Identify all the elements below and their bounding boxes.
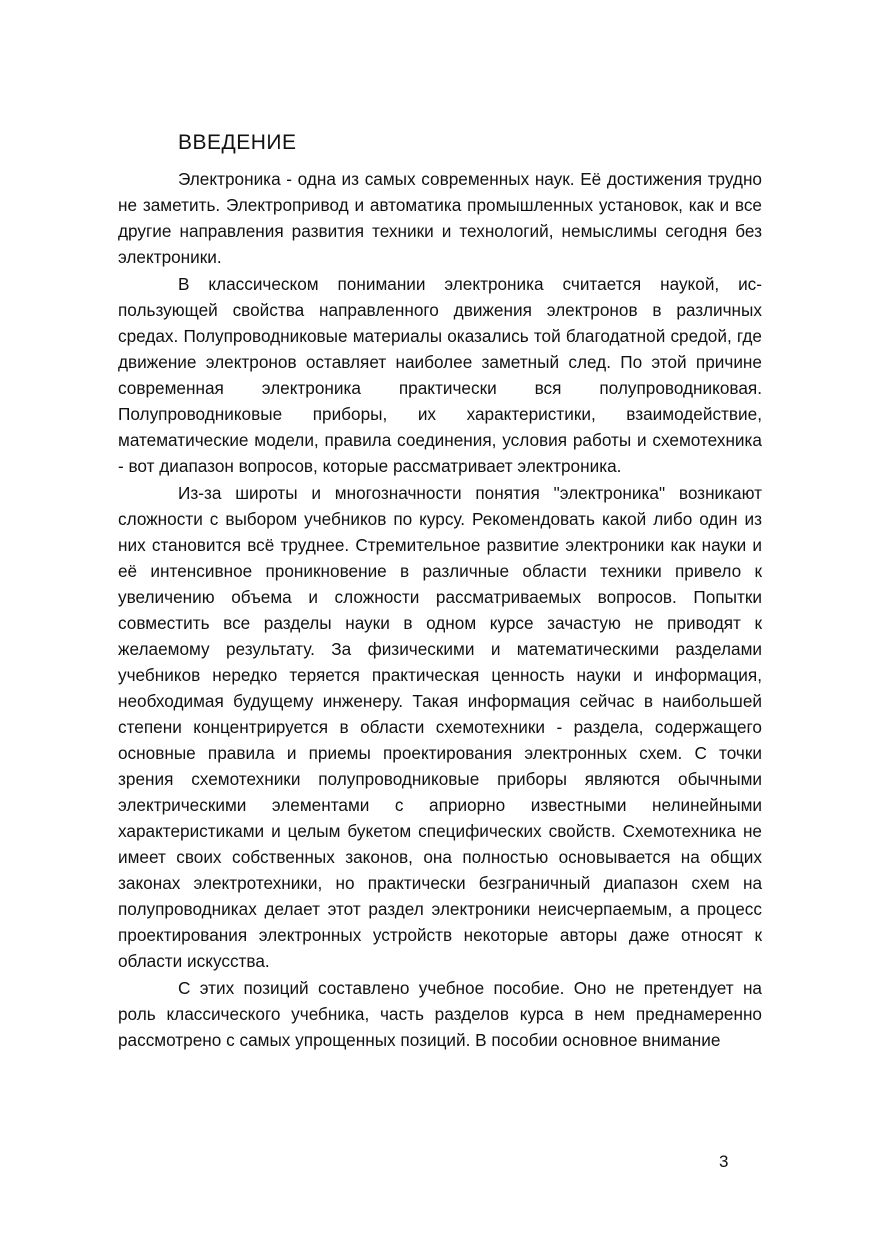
paragraph-3: Из-за широты и многозначности понятия "электроника" возникают сложности с выбором учебников по курсу. Рекомендовать какой либо один из них становится всё труднее. Стремительное развитие электроники как науки и её интенсивное проникновение в различные области техники привело к увеличению объема и сложности рассматриваемых вопросов. Попытки совместить все разделы науки в одном курсе зачастую не приводят к желаемому результату. За физическими и математическими разделами учебников нередко теряется практическая ценность науки и информация, необходимая будущему инженеру. Такая информация сейчас в наибольшей степени концентрируется в области схемотехники - раздела, содержащего основные правила и приемы проектирования электронных схем. С точки зрения схемотехники полупроводниковые приборы являются обычными электрическими элементами с априорно известными нелинейными характеристиками и целым букетом специфических свойств. Схемотехника не имеет своих собственных законов, она полностью основывается на общих законах электротехники, но практически безграничный диапазон схем на полупроводниках делает этот раздел электроники неисчерпаемым, а процесс проектирования электронных устройств некоторые авторы даже относят к области искусства.: [118, 483, 762, 971]
page-number: 3: [719, 1152, 729, 1171]
body-text: [118, 166, 762, 1053]
paragraph-4: С этих позиций составлено учебное пособие. Оно не претендует на роль классического учебника, часть разделов курса в нем преднамеренно рассмотрено с самых упрощенных позиций. В пособии основное внимание: [118, 978, 762, 1050]
paragraph-2: В классическом понимании электроника считается наукой, использующей свойства направленного движения электронов в различных средах. Полупроводниковые материалы оказались той благодатной средой, где движение электронов оставляет наиболее заметный след. По этой причине современная электроника практически вся полупроводниковая. Полупроводниковые приборы, их характеристики, взаимодействие, математические модели, правила соединения, условия работы и схемотехника - вот диапазон вопросов, которые рассматривает электроника.: [118, 274, 762, 476]
paragraph-1: Электроника - одна из самых современных наук. Её достижения трудно не заметить. Электропривод и автоматика промышленных установок, как и все другие направления развития техники и технологий, немыслимы сегодня без электроники.: [118, 169, 762, 267]
section-heading: ВВЕДЕНИЕ: [178, 131, 297, 154]
